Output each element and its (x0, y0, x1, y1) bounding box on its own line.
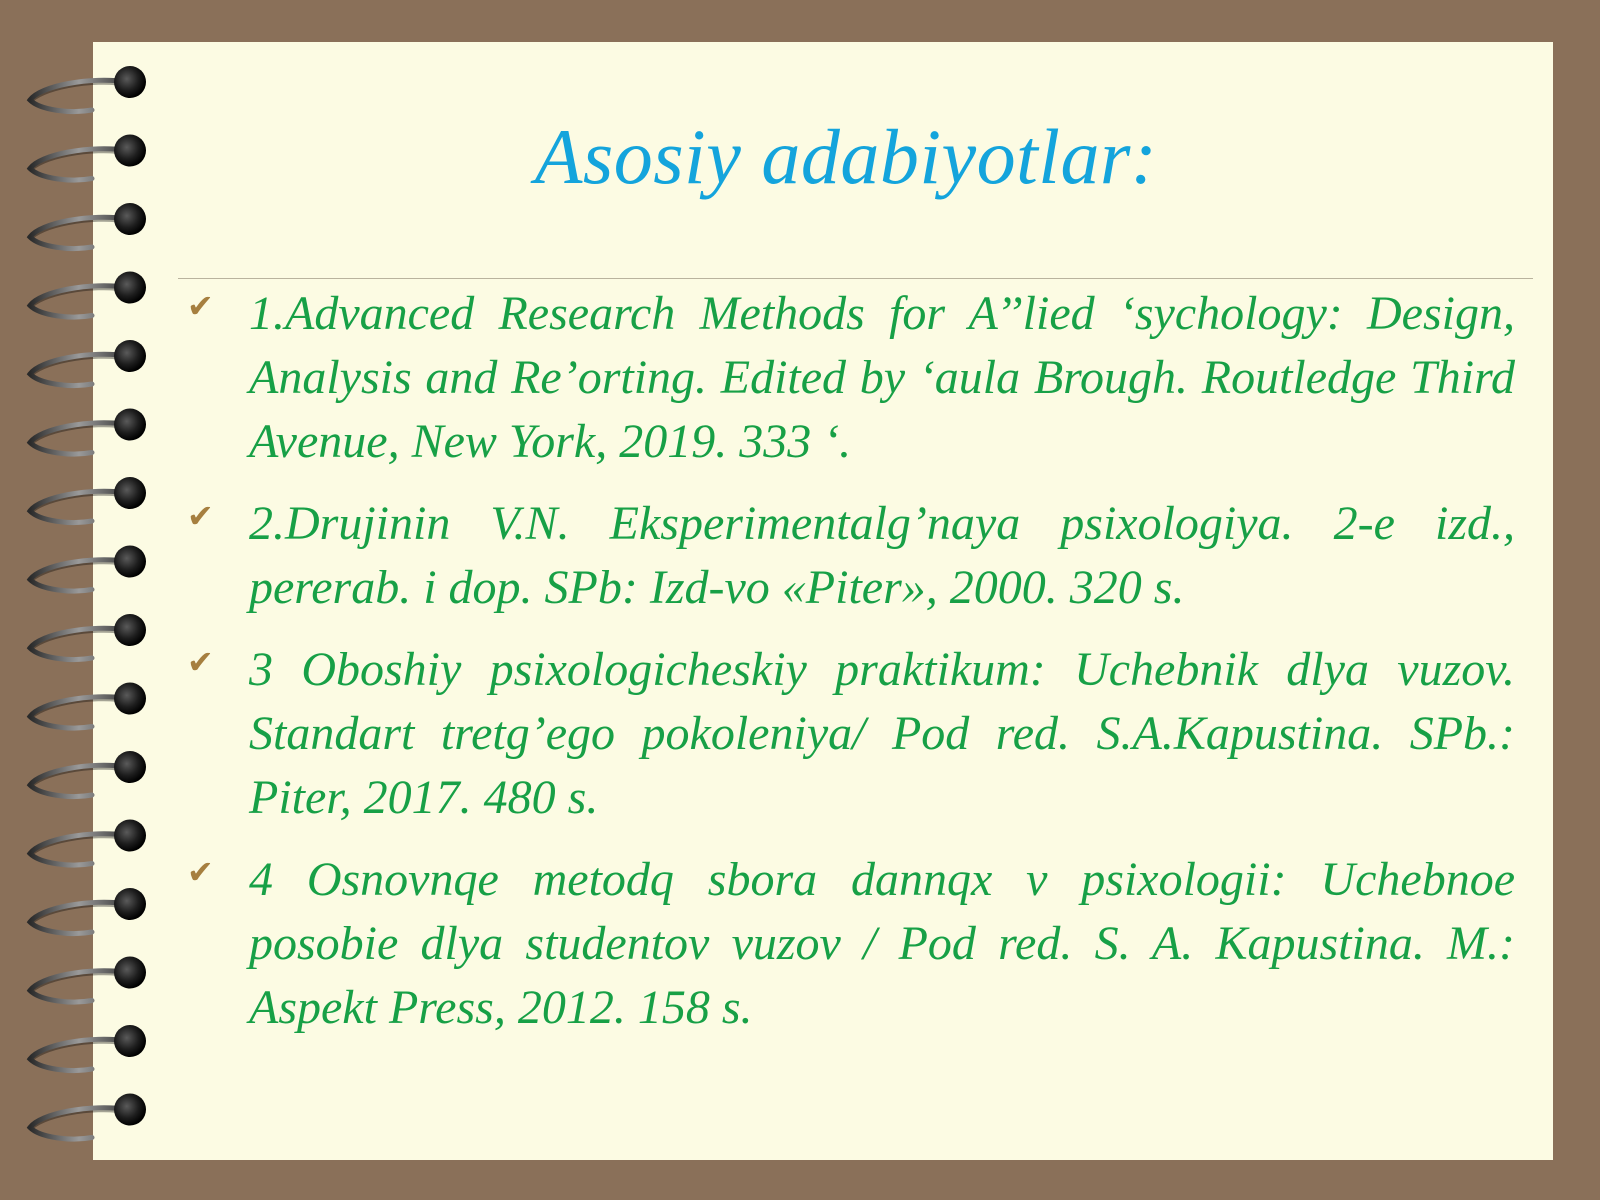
checkmark-icon: ✔ (187, 287, 214, 325)
binding-ring (30, 409, 146, 455)
binding-ring (30, 66, 146, 112)
reference-item (185, 492, 1515, 620)
reference-item (185, 282, 1515, 474)
binding-ring (30, 546, 146, 592)
binding-ring (30, 957, 146, 1003)
binding-ring (30, 203, 146, 249)
checkmark-icon: ✔ (187, 643, 214, 681)
checkmark-icon: ✔ (187, 853, 214, 891)
binding-ring (30, 888, 146, 934)
reference-item (185, 638, 1515, 830)
title-divider (178, 278, 1533, 279)
reference-list (185, 282, 1515, 1058)
reference-text: 4 Osnovnqe metodq sbora dannqx v psixologii: Uchebnoe posobie dlya studentov vuzov / Pod red. S. A. Kapustina. M.: Aspekt Press, 2012. 158 s. (249, 853, 1515, 1034)
reference-text: 2.Drujinin V.N. Eksperimentalg’naya psixologiya. 2-e izd., pererab. i dop. SPb: Izd-vo «Piter», 2000. 320 s. (249, 497, 1515, 614)
binding-ring (30, 477, 146, 523)
binding-ring (30, 751, 146, 797)
reference-item (185, 848, 1515, 1040)
binding-ring (30, 340, 146, 386)
binding-ring (30, 1094, 146, 1140)
reference-text: 1.Advanced Research Methods for A’’lied ‘sychology: Design, Analysis and Re’orting. Edited by ‘aula Brough. Routledge Third Avenue, New York, 2019. 333 ‘. (249, 287, 1515, 468)
binding-ring (30, 820, 146, 866)
binding-ring (30, 1025, 146, 1071)
slide-title: Asosiy adabiyotlar: (534, 113, 1158, 200)
checkmark-icon: ✔ (187, 497, 214, 535)
binding-ring (30, 614, 146, 660)
reference-text: 3 Oboshiy psixologicheskiy praktikum: Uchebnik dlya vuzov. Standart tretg’ego pokoleniya/ Pod red. S.A.Kapustina. SPb.: Piter, 2017. 480 s. (249, 643, 1515, 824)
binding-ring (30, 272, 146, 318)
binding-ring (30, 683, 146, 729)
